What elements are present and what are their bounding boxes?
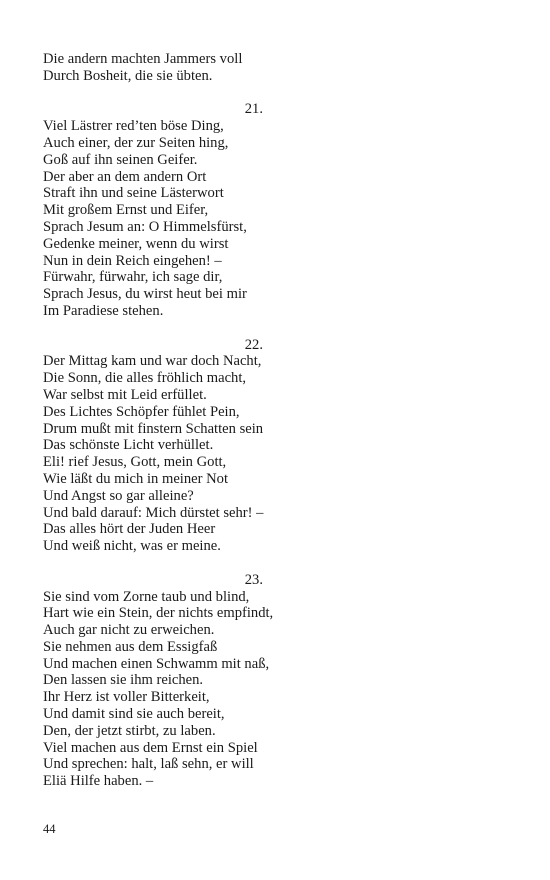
poem-line: Auch gar nicht zu erweichen. — [43, 622, 215, 639]
poem-line: Drum mußt mit finstern Schatten sein — [43, 420, 264, 437]
poem-line: Sprach Jesum an: O Himmelsfürst, — [43, 218, 247, 235]
stanza-22 — [43, 337, 293, 555]
poem-line: Ihr Herz ist voller Bitterkeit, — [43, 689, 210, 706]
poem-line: War selbst mit Leid erfüllet. — [43, 386, 207, 403]
stanza-21 — [43, 101, 293, 319]
poem-line: Das schönste Licht verhüllet. — [43, 437, 214, 454]
poem-line: Eliä Hilfe haben. – — [43, 773, 154, 790]
poem-line: Gedenke meiner, wenn du wirst — [43, 235, 229, 252]
poem-line: Und Angst so gar alleine? — [43, 487, 194, 504]
intro-lines — [43, 51, 293, 85]
poem-line: Im Paradiese stehen. — [43, 302, 164, 319]
poem-line: Und weiß nicht, was er meine. — [43, 538, 221, 555]
poem-line: Das alles hört der Juden Heer — [43, 521, 216, 538]
poem-line: Viel machen aus dem Ernst ein Spiel — [43, 739, 258, 756]
poem-line: Goß auf ihn seinen Geifer. — [43, 151, 198, 168]
poem-line: Und bald darauf: Mich dürstet sehr! – — [43, 504, 264, 521]
poem-line: Der aber an dem andern Ort — [43, 168, 207, 185]
stanza-number: 23. — [244, 571, 263, 588]
poem-line: Durch Bosheit, die sie übten. — [43, 67, 213, 84]
poem-line: Straft ihn und seine Lästerwort — [43, 185, 224, 202]
poem-line: Und machen einen Schwamm mit naß, — [43, 655, 270, 672]
poem-line: Und damit sind sie auch bereit, — [43, 706, 225, 723]
poem-line: Den lassen sie ihm reichen. — [43, 672, 204, 689]
poem-line: Des Lichtes Schöpfer fühlet Pein, — [43, 403, 240, 420]
poem-line: Sie nehmen aus dem Essigfaß — [43, 638, 218, 655]
poem-line: Den, der jetzt stirbt, zu laben. — [43, 722, 216, 739]
stanza-number: 22. — [244, 336, 263, 353]
poem-line: Viel Lästrer red’ten böse Ding, — [43, 118, 224, 135]
page-number: 44 — [43, 822, 56, 836]
poem-line: Die Sonn, die alles fröhlich macht, — [43, 370, 247, 387]
poem-page — [43, 51, 293, 790]
poem-line: Wie läßt du mich in meiner Not — [43, 470, 229, 487]
stanza-number: 21. — [244, 101, 263, 118]
poem-line: Und sprechen: halt, laß sehn, er will — [43, 756, 254, 773]
poem-line: Auch einer, der zur Seiten hing, — [43, 134, 229, 151]
poem-line: Der Mittag kam und war doch Nacht, — [43, 353, 262, 370]
poem-line: Nun in dein Reich eingehen! – — [43, 252, 222, 269]
poem-line: Mit großem Ernst und Eifer, — [43, 202, 209, 219]
poem-line: Eli! rief Jesus, Gott, mein Gott, — [43, 454, 227, 471]
stanza-23 — [43, 572, 293, 790]
poem-line: Sie sind vom Zorne taub und blind, — [43, 588, 250, 605]
poem-line: Fürwahr, fürwahr, ich sage dir, — [43, 269, 223, 286]
poem-line: Hart wie ein Stein, der nichts empfindt, — [43, 605, 274, 622]
poem-line: Die andern machten Jammers voll — [43, 51, 243, 67]
poem-line: Sprach Jesus, du wirst heut bei mir — [43, 286, 247, 303]
